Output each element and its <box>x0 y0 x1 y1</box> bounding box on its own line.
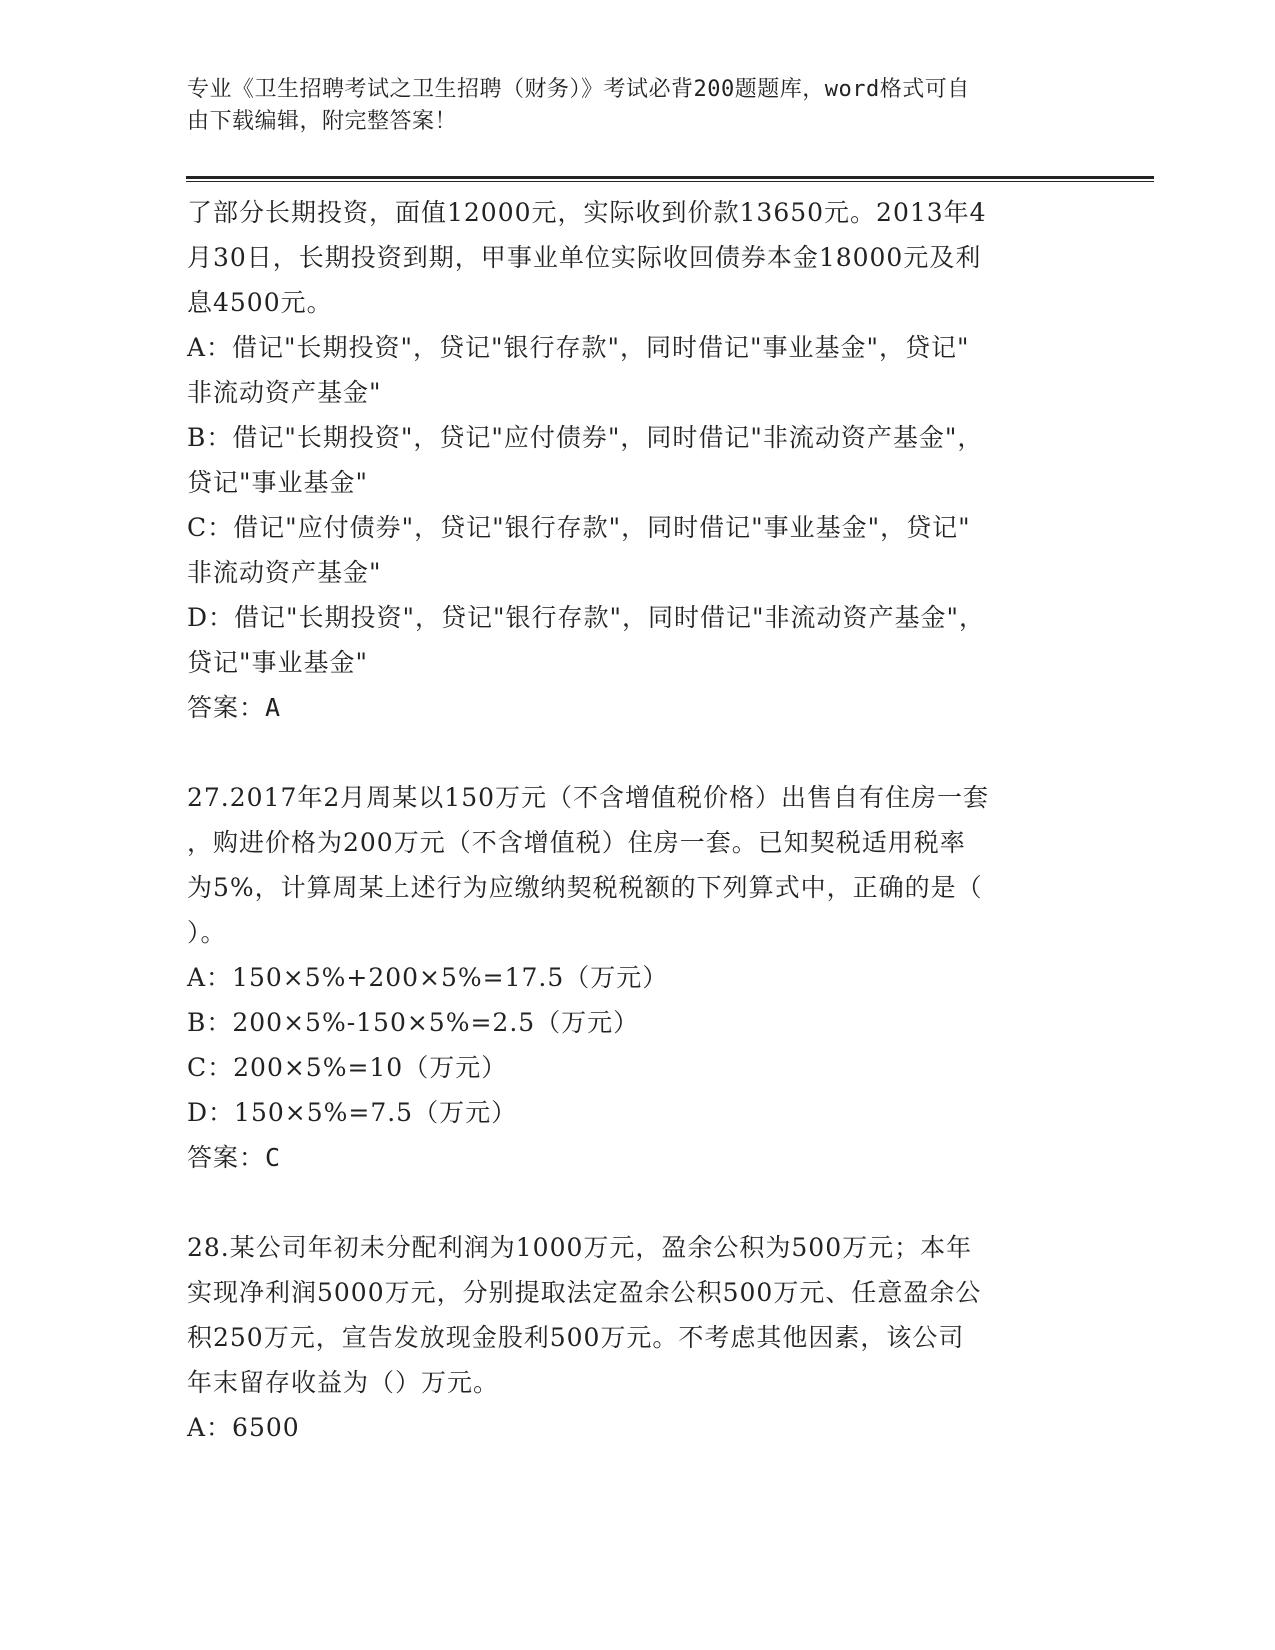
option-line: B：借记"长期投资"，贷记"应付债券"，同时借记"非流动资产基金"， <box>187 423 984 452</box>
question-spacer <box>187 1180 1087 1225</box>
question-stem-line: 27.2017年2月周某以150万元（不含增值税价格）出售自有住房一套 <box>187 783 990 812</box>
question-stem-line: 28.某公司年初未分配利润为1000万元，盈余公积为500万元；本年 <box>187 1233 973 1262</box>
question-stem-line: 月30日，长期投资到期，甲事业单位实际收回债券本金18000元及利 <box>187 243 982 272</box>
header-title-line-2: 由下载编辑，附完整答案！ <box>187 109 458 134</box>
question-spacer <box>187 730 1087 775</box>
answer-value: A <box>265 693 282 722</box>
option-line: 非流动资产基金" <box>187 558 382 587</box>
question-stem-line: 年末留存收益为（）万元。 <box>187 1368 500 1397</box>
answer-label: 答案： <box>187 1143 266 1172</box>
option-line: D：借记"长期投资"，贷记"银行存款"，同时借记"非流动资产基金"， <box>187 603 986 632</box>
question-27 <box>187 775 1087 1180</box>
option-d: D：150×5%=7.5（万元） <box>187 1098 518 1127</box>
option-c: C：200×5%=10（万元） <box>187 1053 508 1082</box>
question-stem-line: ，购进价格为200万元（不含增值税）住房一套。已知契税适用税率 <box>187 828 966 857</box>
question-stem-line: ）。 <box>187 918 227 947</box>
header-divider-thin <box>186 181 1154 182</box>
question-stem-line: 息4500元。 <box>187 288 333 317</box>
option-b: B：200×5%-150×5%=2.5（万元） <box>187 1008 640 1037</box>
header-title-line-1: 专业《卫生招聘考试之卫生招聘（财务）》考试必背200题题库，word格式可自 <box>187 77 970 102</box>
option-line: 贷记"事业基金" <box>187 648 368 677</box>
option-c <box>187 505 1087 595</box>
option-line: 贷记"事业基金" <box>187 468 368 497</box>
question-stem-line: 积250万元，宣告发放现金股利500万元。不考虑其他因素，该公司 <box>187 1323 965 1352</box>
question-stem-line: 了部分长期投资，面值12000元，实际收到价款13650元。2013年4 <box>187 198 987 227</box>
page-content <box>187 190 1087 1450</box>
option-line: A：借记"长期投资"，贷记"银行存款"，同时借记"事业基金"，贷记" <box>187 333 970 362</box>
answer <box>187 1135 1087 1180</box>
answer-value: C <box>265 1143 282 1172</box>
question-26 <box>187 190 1087 730</box>
option-d <box>187 595 1087 685</box>
answer-label: 答案： <box>187 693 266 722</box>
question-stem-line: 实现净利润5000万元，分别提取法定盈余公积500万元、任意盈余公 <box>187 1278 982 1307</box>
question-28 <box>187 1225 1087 1450</box>
document-header <box>187 74 1067 138</box>
option-a: A：6500 <box>187 1413 300 1442</box>
answer <box>187 685 1087 730</box>
option-a <box>187 325 1087 415</box>
option-line: 非流动资产基金" <box>187 378 382 407</box>
question-stem-line: 为5%，计算周某上述行为应缴纳契税税额的下列算式中，正确的是（ <box>187 873 983 902</box>
header-divider-thick <box>186 176 1154 179</box>
option-a: A：150×5%+200×5%=17.5（万元） <box>187 963 669 992</box>
option-line: C：借记"应付债券"，贷记"银行存款"，同时借记"事业基金"，贷记" <box>187 513 971 542</box>
option-b <box>187 415 1087 505</box>
